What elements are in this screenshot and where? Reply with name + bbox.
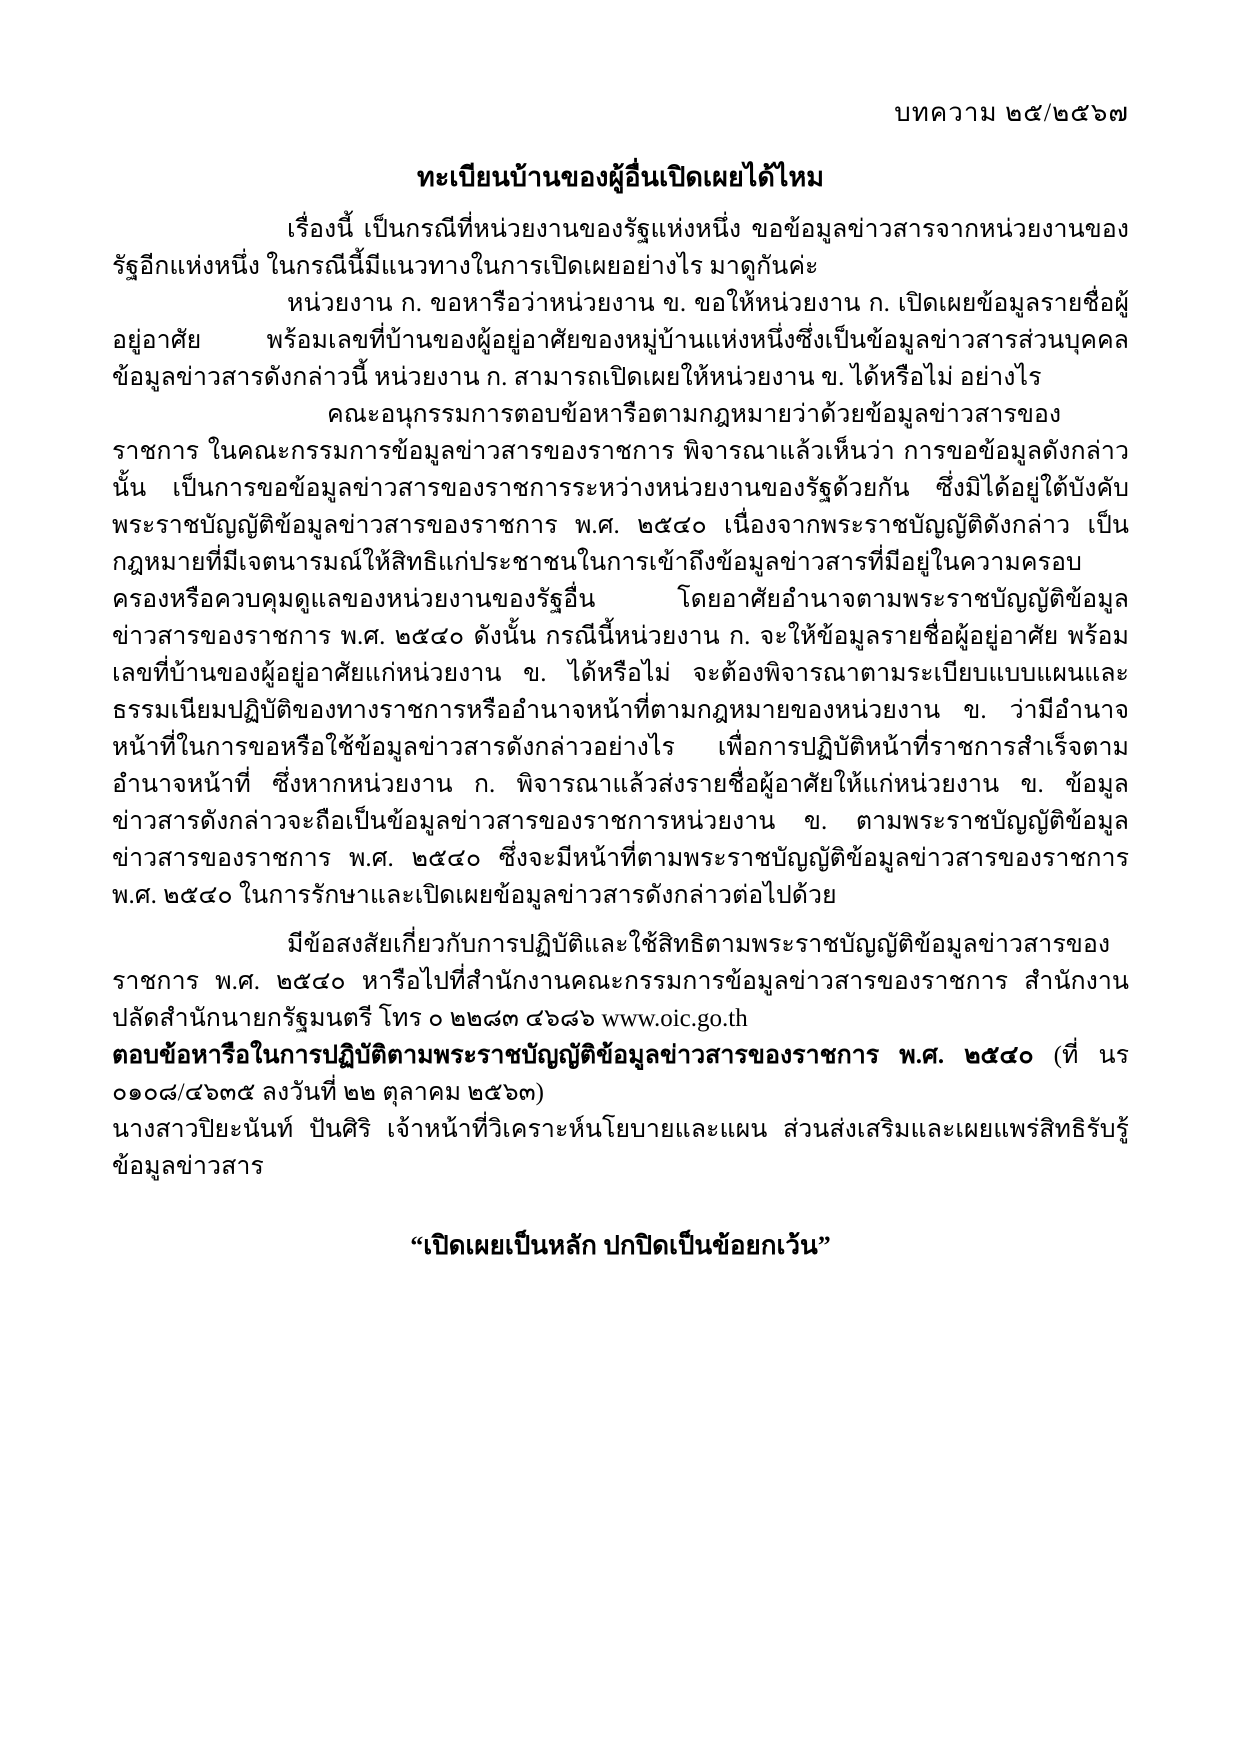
author-line: นางสาวปิยะนันท์ ปันศิริ เจ้าหน้าที่วิเคราะห์นโยบายและแผน ส่วนส่งเสริมและเผยแพร่สิทธิรับรู้ข้อมูลข่าวสาร — [112, 1115, 1129, 1180]
reference-title: ตอบข้อหารือในการปฏิบัติตามพระราชบัญญัติข้อมูลข่าวสารของราชการ พ.ศ. ๒๕๔๐ — [112, 1041, 1034, 1069]
document-body — [112, 211, 1129, 1185]
ruling-paragraph: คณะอนุกรรมการตอบข้อหารือตามกฎหมายว่าด้วยข้อมูลข่าวสารของราชการ ในคณะกรรมการข้อมูลข่าวสารของราชการ พิจารณาแล้วเห็นว่า การขอข้อมูลดังกล่าวนั้น เป็นการขอข้อมูลข่าวสารของราชการระหว่างหน่วยงานของรัฐด้วยกัน ซึ่งมิได้อยู่ใต้บังคับพระราชบัญญัติข้อมูลข่าวสารของราชการ พ.ศ. ๒๕๔๐ เนื่องจากพระราชบัญญัติดังกล่าว เป็นกฎหมายที่มีเจตนารมณ์ให้สิทธิแก่ประชาชนในการเข้าถึงข้อมูลข่าวสารที่มีอยู่ในความครอบครองหรือควบคุมดูแลของหน่วยงานของรัฐอื่น โดยอาศัยอำนาจตามพระราชบัญญัติข้อมูลข่าวสารของราชการ พ.ศ. ๒๕๔๐ ดังนั้น กรณีนี้หน่วยงาน ก. จะให้ข้อมูลรายชื่อผู้อยู่อาศัย พร้อมเลขที่บ้านของผู้อยู่อาศัยแก่หน่วยงาน ข. ได้หรือไม่ จะต้องพิจารณาตามระเบียบแบบแผนและธรรมเนียมปฏิบัติของทางราชการหรืออำนาจหน้าที่ตามกฎหมายของหน่วยงาน ข. ว่ามีอำนาจหน้าที่ในการขอหรือใช้ข้อมูลข่าวสารดังกล่าวอย่างไร เพื่อการปฏิบัติหน้าที่ราชการสำเร็จตามอำนาจหน้าที่ ซึ่งหากหน่วยงาน ก. พิจารณาแล้วส่งรายชื่อผู้อาศัยให้แก่หน่วยงาน ข. ข้อมูลข่าวสารดังกล่าวจะถือเป็นข้อมูลข่าวสารของราชการหน่วยงาน ข. ตามพระราชบัญญัติข้อมูลข่าวสารของราชการ พ.ศ. ๒๕๔๐ ซึ่งจะมีหน้าที่ตามพระราชบัญญัติข้อมูลข่าวสารของราชการ พ.ศ. ๒๕๔๐ ในการรักษาและเปิดเผยข้อมูลข่าวสารดังกล่าวต่อไปด้วย — [112, 400, 1129, 909]
inquiry-paragraph: หน่วยงาน ก. ขอหารือว่าหน่วยงาน ข. ขอให้หน่วยงาน ก. เปิดเผยข้อมูลรายชื่อผู้อยู่อาศัย พร้อมเลขที่บ้านของผู้อยู่อาศัยของหมู่บ้านแห่งหนึ่งซึ่งเป็นข้อมูลข่าวสารส่วนบุคคล ข้อมูลข่าวสารดังกล่าวนี้ หน่วยงาน ก. สามารถเปิดเผยให้หน่วยงาน ข. ได้หรือไม่ อย่างไร — [112, 289, 1129, 391]
contact-paragraph: มีข้อสงสัยเกี่ยวกับการปฏิบัติและใช้สิทธิตามพระราชบัญญัติข้อมูลข่าวสารของราชการ พ.ศ. ๒๕๔๐ หารือไปที่สำนักงานคณะกรรมการข้อมูลข่าวสารของราชการ สำนักงานปลัดสำนักนายกรัฐมนตรี โทร ๐ ๒๒๘๓ ๔๖๘๖ www.oic.go.th — [112, 930, 1129, 1032]
article-number: บทความ ๒๕/๒๕๖๗ — [894, 98, 1129, 127]
closing-quote: “เปิดเผยเป็นหลัก ปกปิดเป็นข้อยกเว้น” — [410, 1230, 831, 1260]
page-title: ทะเบียนบ้านของผู้อื่นเปิดเผยได้ไหม — [416, 161, 825, 192]
reference-line — [112, 1037, 1129, 1111]
reference-detail: (ที่ นร ๐๑๐๘/๔๖๓๕ ลงวันที่ ๒๒ ตุลาคม ๒๕๖๓) — [112, 1041, 1129, 1106]
intro-paragraph: เรื่องนี้ เป็นกรณีที่หน่วยงานของรัฐแห่งหนึ่ง ขอข้อมูลข่าวสารจากหน่วยงานของรัฐอีกแห่งหนึ่ง ในกรณีนี้มีแนวทางในการเปิดเผยอย่างไร มาดูกันค่ะ — [112, 215, 1129, 280]
